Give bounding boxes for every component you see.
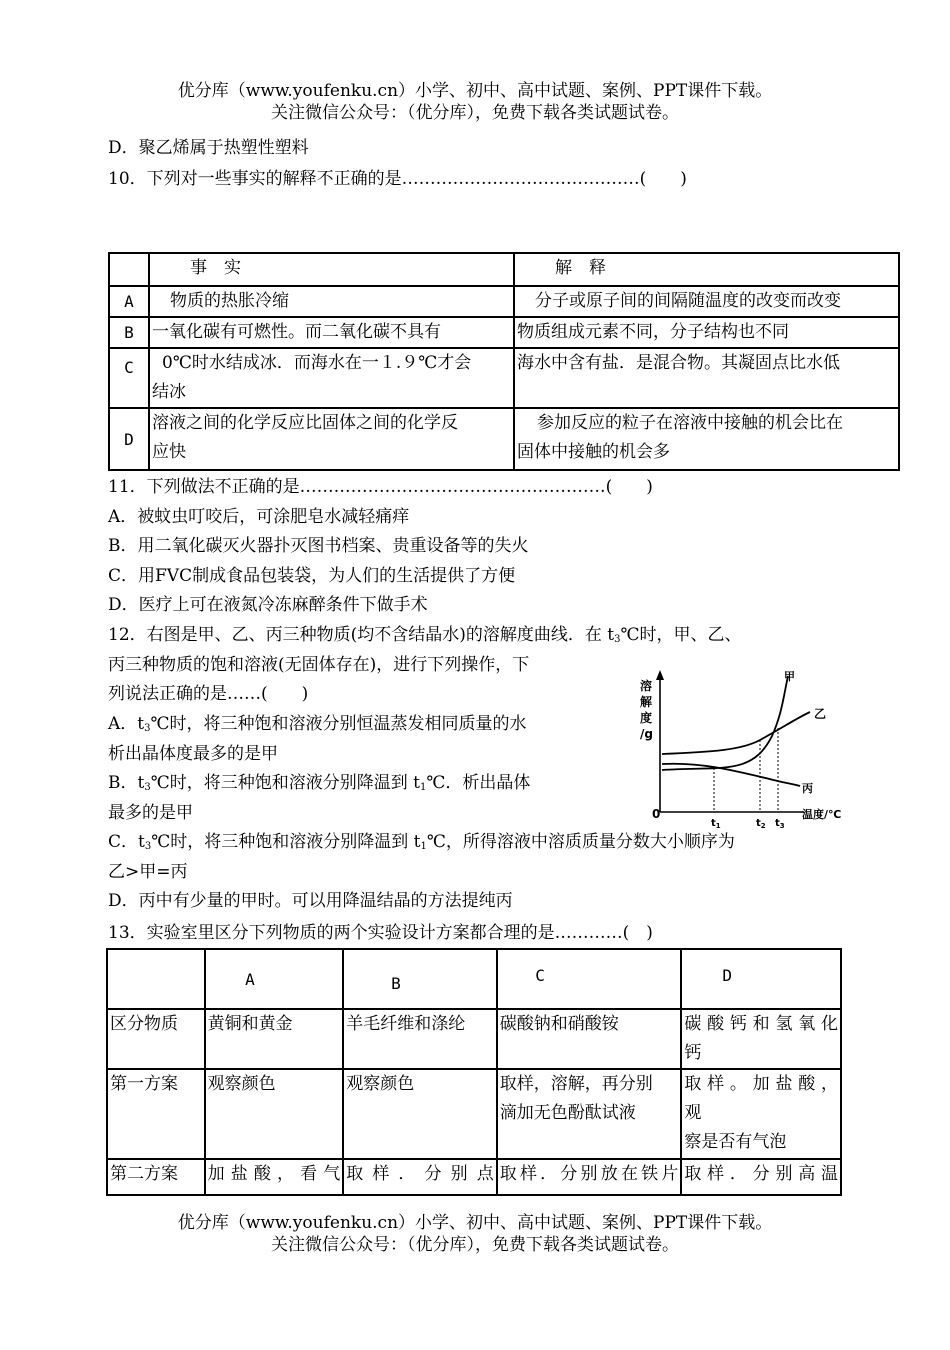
q13-table — [106, 948, 842, 1196]
graph-tick-t2-t: t — [756, 818, 761, 829]
graph-ylabel-2: 解 — [640, 695, 653, 709]
q10-row-label-c: C — [109, 348, 149, 408]
q12-a-sub: 3 — [144, 723, 151, 734]
q11-option-c: C．用FVC制成食品包装袋，为人们的生活提供了方便 — [108, 566, 516, 586]
q10-row-c-fact-line-2: 结冰 — [152, 382, 186, 402]
q10-row-d-reason-line-1: 参加反应的粒子在溶液中接触的机会比在 — [537, 413, 843, 433]
q10-row-d-reason — [514, 408, 899, 470]
q10-row-c-fact — [149, 348, 514, 408]
graph-tick-t2 — [756, 818, 766, 830]
graph-tick-t1-t: t — [711, 818, 716, 829]
q13-row1-d-line-1: 碳酸钙和氢氧化 — [684, 1014, 838, 1034]
footer-line-1: 优分库（www.youfenku.cn）小学、初中、高中试题、案例、PPT课件下载。 — [177, 1213, 773, 1233]
q13-row1-d — [681, 1009, 841, 1069]
q12-option-b-line-1 — [108, 772, 530, 799]
graph-label-yi: 乙 — [814, 707, 827, 721]
q13-stem: 13．实验室里区分下列物质的两个实验设计方案都合理的是…………( ) — [108, 923, 653, 943]
q13-row2-d — [681, 1069, 841, 1159]
q13-row2-d-line-1: 取样。加盐酸， — [684, 1074, 838, 1094]
q10-row-b-reason: 物质组成元素不同，分子结构也不同 — [514, 317, 899, 348]
q13-col-a: A — [205, 949, 344, 1009]
graph-ylabel-3: 度 — [640, 711, 653, 725]
q13-row3-c: 取样．分别放在铁片 — [497, 1159, 682, 1195]
graph-label-jia: 甲 — [784, 670, 795, 683]
q10-row-b-fact: 一氧化碳有可燃性。而二氧化碳不具有 — [149, 317, 514, 348]
q12-stem-sub: 3 — [614, 634, 621, 645]
header-line-2: 关注微信公众号：（优分库），免费下载各类试题试卷。 — [271, 103, 679, 123]
q12-option-c-line-2: 乙>甲=丙 — [108, 862, 188, 882]
q10-row-a-fact: 物质的热胀冷缩 — [149, 286, 514, 317]
q13-row2-a: 观察颜色 — [205, 1069, 344, 1159]
q12-b-sub-3: 3 — [144, 782, 151, 793]
q12-stem-1a: 12．右图是甲、乙、丙三种物质(均不含结晶水)的溶解度曲线．在 t — [108, 625, 615, 645]
graph-tick-t3-t: t — [775, 818, 780, 829]
q10-row-label-b: B — [109, 317, 149, 348]
q12-a-prefix: A．t — [108, 714, 145, 734]
q13-row2-c — [497, 1069, 682, 1159]
q12-stem-line-2: 丙三种物质的饱和溶液(无固体存在)，进行下列操作，下 — [108, 655, 530, 675]
q13-row2-c-line-1: 取样，溶解，再分别 — [499, 1074, 653, 1094]
q12-option-d: D．丙中有少量的甲时。可以用降温结晶的方法提纯丙 — [108, 891, 513, 911]
q12-c-sub-3: 3 — [144, 841, 152, 852]
q10-row-d-reason-line-2: 固体中接触的机会多 — [517, 442, 670, 462]
q13-row3-b: 取样．分别点 — [343, 1159, 497, 1195]
q10-row-d-fact-line-2: 应快 — [152, 442, 186, 462]
q12-c-sub-1: 1 — [420, 841, 427, 852]
q10-table — [108, 252, 900, 471]
header-line-1: 优分库（www.youfenku.cn）小学、初中、高中试题、案例、PPT课件下载。 — [177, 81, 773, 101]
q10-row-d-fact — [149, 408, 514, 470]
q13-col-b: B — [343, 949, 497, 1009]
q11-option-a: A．被蚊虫叮咬后，可涂肥皂水减轻痛痒 — [108, 507, 410, 527]
footer-line-2: 关注微信公众号：（优分库），免费下载各类试题试卷。 — [271, 1235, 679, 1255]
q12-option-c-line-1 — [108, 831, 735, 858]
q13-row2-d-line-2: 观 — [684, 1103, 702, 1123]
q13-row1-c: 碳酸钠和硝酸铵 — [497, 1009, 682, 1069]
q10-row-a-reason: 分子或原子间的间隔随温度的改变而改变 — [514, 286, 899, 317]
q10-header-reason: 解 释 — [514, 253, 899, 286]
q12-a-text: ℃时，将三种饱和溶液分别恒温蒸发相同质量的水 — [150, 714, 527, 734]
graph-tick-t2-sub: 2 — [760, 822, 766, 830]
graph-xlabel: 温度/℃ — [802, 808, 842, 821]
curve-yi — [662, 712, 810, 754]
q13-row2-c-line-2: 滴加无色酚酞试液 — [499, 1103, 636, 1123]
q10-stem: 10．下列对一些事实的解释不正确的是……………………………………( ) — [108, 169, 687, 189]
q10-table-corner — [109, 253, 149, 286]
q13-table-corner — [107, 949, 205, 1009]
q10-row-c-reason: 海水中含有盐．是混合物。其凝固点比水低 — [514, 348, 899, 408]
q13-row1-a: 黄铜和黄金 — [205, 1009, 344, 1069]
q12-c-text: ℃时，将三种饱和溶液分别降温到 t — [151, 832, 421, 852]
q12-b-text: ℃时，将三种饱和溶液分别降温到 t — [150, 773, 420, 793]
q13-row3-label: 第二方案 — [107, 1159, 205, 1195]
q13-row1-b: 羊毛纤维和涤纶 — [343, 1009, 497, 1069]
q12-stem-1b: ℃时，甲、乙、 — [620, 625, 742, 645]
q12-option-a-line-2: 析出晶体度最多的是甲 — [108, 744, 278, 764]
q13-row2-b: 观察颜色 — [343, 1069, 497, 1159]
q12-b-text-end: ℃．析出晶体 — [426, 773, 531, 793]
q10-row-d-fact-line-1: 溶液之间的化学反应比固体之间的化学反 — [152, 413, 458, 433]
graph-tick-t1 — [711, 818, 721, 830]
q13-col-d: D — [681, 949, 841, 1009]
q10-row-label-a: A — [109, 286, 149, 317]
q13-row2-d-line-3: 察是否有气泡 — [684, 1132, 787, 1152]
q12-c-text-end: ℃，所得溶液中溶质质量分数大小顺序为 — [426, 832, 735, 852]
q12-c-prefix: C．t — [108, 832, 145, 852]
curve-jia — [662, 676, 788, 770]
q12-option-b-line-2: 最多的是甲 — [108, 803, 193, 823]
q12-b-prefix: B．t — [108, 773, 145, 793]
q13-col-c: C — [497, 949, 682, 1009]
q10-row-label-d: D — [109, 408, 149, 470]
q9-option-d: D．聚乙烯属于热塑性塑料 — [108, 138, 309, 158]
graph-tick-t1-sub: 1 — [715, 822, 721, 830]
graph-origin: 0 — [652, 807, 661, 821]
q11-option-b: B．用二氧化碳灭火器扑灭图书档案、贵重设备等的失火 — [108, 536, 529, 556]
q11-option-d: D．医疗上可在液氮冷冻麻醉条件下做手术 — [108, 595, 428, 615]
graph-tick-t3 — [775, 818, 785, 830]
q13-row3-d: 取样．分别高温 — [681, 1159, 841, 1195]
q12-option-a-line-1 — [108, 713, 527, 740]
q13-row3-a: 加盐酸，看气 — [205, 1159, 344, 1195]
q12-stem-line-3: 列说法正确的是……( ) — [108, 684, 309, 704]
q12-b-sub-1: 1 — [419, 782, 427, 793]
graph-label-bing: 丙 — [802, 782, 813, 795]
graph-tick-t3-sub: 3 — [779, 822, 785, 830]
graph-ylabel-1: 溶 — [640, 679, 653, 693]
q13-row2-label: 第一方案 — [107, 1069, 205, 1159]
q10-row-c-fact-line-1: 0℃时水结成冰．而海水在一１.９℃才会 — [162, 353, 472, 373]
q11-stem: 11．下列做法不正确的是………………………………………………( ) — [108, 477, 653, 497]
graph-ylabel-4: /g — [640, 727, 653, 741]
q13-row1-d-line-2: 钙 — [684, 1043, 702, 1063]
solubility-curve-graph — [632, 666, 854, 830]
graph-y-arrow — [656, 670, 664, 680]
q13-row1-label: 区分物质 — [107, 1009, 205, 1069]
q12-stem-line-1 — [108, 624, 742, 651]
q10-header-fact: 事 实 — [149, 253, 514, 286]
